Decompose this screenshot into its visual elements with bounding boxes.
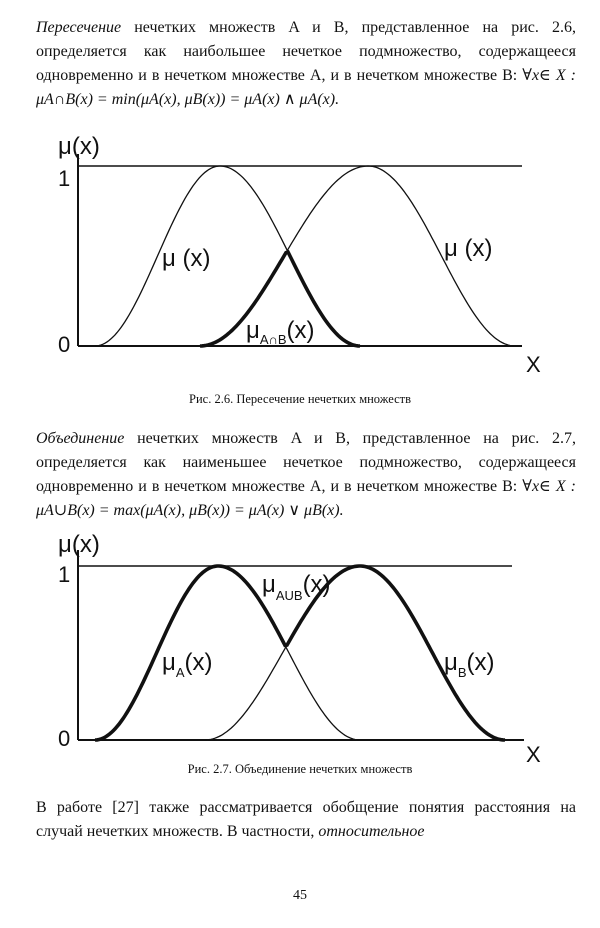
page-number: 45: [293, 888, 307, 903]
paragraph-union: [36, 427, 576, 523]
curve-mu-b: [205, 566, 505, 740]
label-b-sub: B: [457, 665, 467, 680]
label-union-x: (x): [302, 571, 331, 598]
term-intersection: Пересечение: [36, 19, 122, 36]
paragraph-intersection-text: нечетких множеств A и B, представленное на рис. 2.6, определяется как наибольшее нечеткое подмножество, содержащееся одновременно и в нечетком множестве A, и в нечетком множестве B:: [36, 19, 576, 84]
x-axis-label: X: [526, 742, 541, 764]
union-figure: [0, 528, 600, 764]
label-a-x: (x): [184, 649, 213, 676]
label-a-sub: A: [175, 665, 185, 680]
curve-mu-a: [95, 166, 359, 346]
y-axis-label: μ(x): [58, 133, 100, 160]
paragraph-union-text: нечетких множеств A и B, представленное на рис. 2.7, определяется как наименьшее нечеткое подмножество, содержащееся одновременно и в нечетком множестве A, и в нечетком множестве B:: [36, 430, 576, 495]
label-mu-a: [162, 649, 212, 680]
x-axis-label: X: [526, 352, 541, 377]
term-union: Объединение: [36, 430, 125, 447]
paragraph-distance: [36, 796, 576, 844]
union-formula: ∀x∈ X : μA∪B(x) = max(μA(x), μB(x)) = μA(x) ∨ μB(x).: [36, 478, 577, 519]
label-mu-b: μ (x): [444, 235, 493, 262]
paragraph-intersection: [36, 16, 576, 112]
label-intersection-mu: μ: [246, 317, 260, 344]
label-union: [262, 571, 331, 603]
tick-one: 1: [58, 166, 71, 191]
label-union-sub: AUB: [275, 588, 303, 603]
term-relative: относительное: [318, 823, 425, 840]
label-intersection-x: (x): [286, 317, 315, 344]
tick-one: 1: [58, 562, 71, 587]
label-mu-a: μ (x): [162, 245, 211, 272]
label-intersection-sub: A∩B: [259, 332, 287, 347]
figure-caption-2-7: Рис. 2.7. Объединение нечетких множеств: [187, 762, 413, 776]
label-a-mu: μ: [162, 649, 176, 676]
label-intersection: [246, 317, 315, 347]
tick-zero: 0: [58, 332, 71, 357]
label-mu-b: [444, 649, 494, 680]
intersection-figure: [0, 128, 600, 384]
label-b-mu: μ: [444, 649, 458, 676]
label-union-mu: μ: [262, 571, 276, 598]
intersection-formula: ∀x∈ X : μA∩B(x) = min(μA(x), μB(x)) = μA(x) ∧ μA(x).: [36, 67, 577, 108]
paragraph-distance-text: В работе [27] также рассматривается обобщение понятия расстояния на случай нечетких множеств. В частности,: [36, 799, 576, 840]
tick-zero: 0: [58, 726, 71, 751]
y-axis-label: μ(x): [58, 531, 100, 558]
figure-caption-2-6: Рис. 2.6. Пересечение нечетких множеств: [189, 392, 411, 406]
label-b-x: (x): [466, 649, 495, 676]
